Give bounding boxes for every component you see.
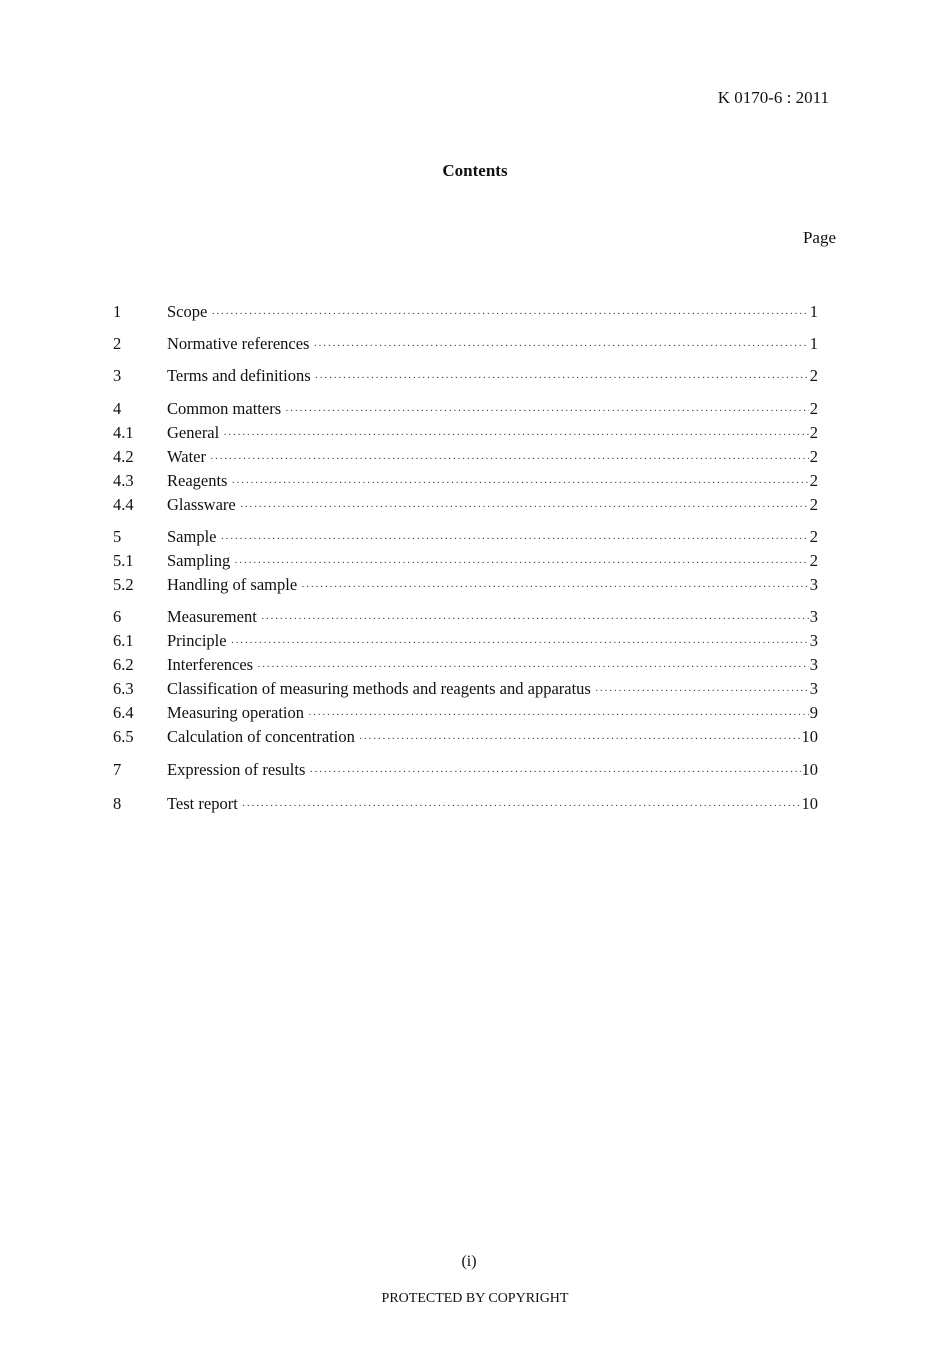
section-number: 1 — [113, 302, 122, 321]
dot-leader — [223, 424, 809, 446]
toc-entry[interactable] — [113, 470, 818, 492]
section-page: 2 — [809, 366, 818, 385]
section-title: Principle — [167, 631, 227, 650]
section-number: 6.4 — [113, 703, 134, 722]
section-page: 10 — [801, 760, 818, 779]
section-number: 5.2 — [113, 575, 134, 594]
section-title: Classification of measuring methods and reagents and apparatus — [167, 679, 591, 698]
toc-entry[interactable] — [113, 759, 818, 781]
dot-leader — [231, 472, 808, 494]
dot-leader — [315, 367, 809, 389]
toc-entry[interactable] — [113, 526, 818, 548]
section-page: 2 — [809, 447, 818, 466]
toc-entry[interactable] — [113, 333, 818, 355]
dot-leader — [308, 704, 809, 726]
section-title: Expression of results — [167, 760, 306, 779]
section-title: Calculation of concentration — [167, 727, 355, 746]
section-page: 2 — [809, 527, 818, 546]
dot-leader — [595, 680, 809, 702]
section-number: 6.2 — [113, 655, 134, 674]
dot-leader — [313, 335, 808, 357]
section-page: 3 — [809, 655, 818, 674]
toc-entry[interactable] — [113, 398, 818, 420]
dot-leader — [359, 728, 801, 750]
section-title: Reagents — [167, 471, 228, 490]
section-number: 5 — [113, 527, 122, 546]
section-title: Water — [167, 447, 206, 466]
section-title: Measurement — [167, 607, 257, 626]
document-id: K 0170-6 : 2011 — [717, 88, 829, 107]
copyright-notice: PROTECTED BY COPYRIGHT — [381, 1291, 569, 1306]
section-page: 2 — [809, 551, 818, 570]
toc-entry[interactable] — [113, 726, 818, 748]
toc-entry[interactable] — [113, 793, 818, 815]
section-page: 3 — [809, 631, 818, 650]
section-number: 4.1 — [113, 423, 134, 442]
section-page: 1 — [809, 302, 818, 321]
dot-leader — [234, 552, 808, 574]
dot-leader — [301, 576, 809, 598]
dot-leader — [242, 795, 801, 817]
toc-entry[interactable] — [113, 422, 818, 444]
section-page: 3 — [809, 607, 818, 626]
section-page: 2 — [809, 423, 818, 442]
dot-leader — [261, 608, 809, 630]
section-number: 4.4 — [113, 495, 134, 514]
section-page: 2 — [809, 399, 818, 418]
section-page: 2 — [809, 495, 818, 514]
page-title: Contents — [442, 161, 508, 180]
toc-entry[interactable] — [113, 446, 818, 468]
section-title: Sampling — [167, 551, 231, 570]
section-title: General — [167, 423, 220, 442]
section-title: Glassware — [167, 495, 236, 514]
section-page: 1 — [809, 334, 818, 353]
section-number: 4.3 — [113, 471, 134, 490]
section-number: 4 — [113, 399, 122, 418]
toc-entry[interactable] — [113, 606, 818, 628]
section-number: 8 — [113, 794, 122, 813]
toc-entry[interactable] — [113, 301, 818, 323]
toc-entry[interactable] — [113, 654, 818, 676]
section-title: Test report — [167, 794, 238, 813]
dot-leader — [309, 761, 800, 783]
section-title: Normative references — [167, 334, 310, 353]
toc-entry[interactable] — [113, 574, 818, 596]
section-page: 2 — [809, 471, 818, 490]
section-title: Handling of sample — [167, 575, 298, 594]
dot-leader — [231, 632, 809, 654]
section-page: 3 — [809, 575, 818, 594]
section-title: Measuring operation — [167, 703, 305, 722]
dot-leader — [210, 448, 809, 470]
dot-leader — [221, 528, 809, 550]
section-number: 6.3 — [113, 679, 134, 698]
dot-leader — [285, 400, 809, 422]
toc-entry[interactable] — [113, 494, 818, 516]
section-number: 3 — [113, 366, 122, 385]
section-title: Terms and definitions — [167, 366, 311, 385]
section-title: Common matters — [167, 399, 282, 418]
dot-leader — [240, 496, 809, 518]
dot-leader — [257, 656, 809, 678]
section-title: Scope — [167, 302, 208, 321]
section-page: 10 — [801, 727, 818, 746]
section-number: 5.1 — [113, 551, 134, 570]
section-number: 7 — [113, 760, 122, 779]
dot-leader — [211, 303, 808, 325]
page-column-label: Page — [802, 228, 836, 247]
page-number: (i) — [461, 1253, 477, 1270]
section-number: 6.5 — [113, 727, 134, 746]
section-number: 2 — [113, 334, 122, 353]
toc-entry[interactable] — [113, 702, 818, 724]
section-page: 9 — [809, 703, 818, 722]
toc-entry[interactable] — [113, 678, 818, 700]
section-title: Interferences — [167, 655, 254, 674]
toc-entry[interactable] — [113, 630, 818, 652]
section-number: 6.1 — [113, 631, 134, 650]
section-title: Sample — [167, 527, 217, 546]
toc-entry[interactable] — [113, 365, 818, 387]
toc-entry[interactable] — [113, 550, 818, 572]
section-number: 6 — [113, 607, 122, 626]
section-page: 10 — [801, 794, 818, 813]
section-page: 3 — [809, 679, 818, 698]
section-number: 4.2 — [113, 447, 134, 466]
